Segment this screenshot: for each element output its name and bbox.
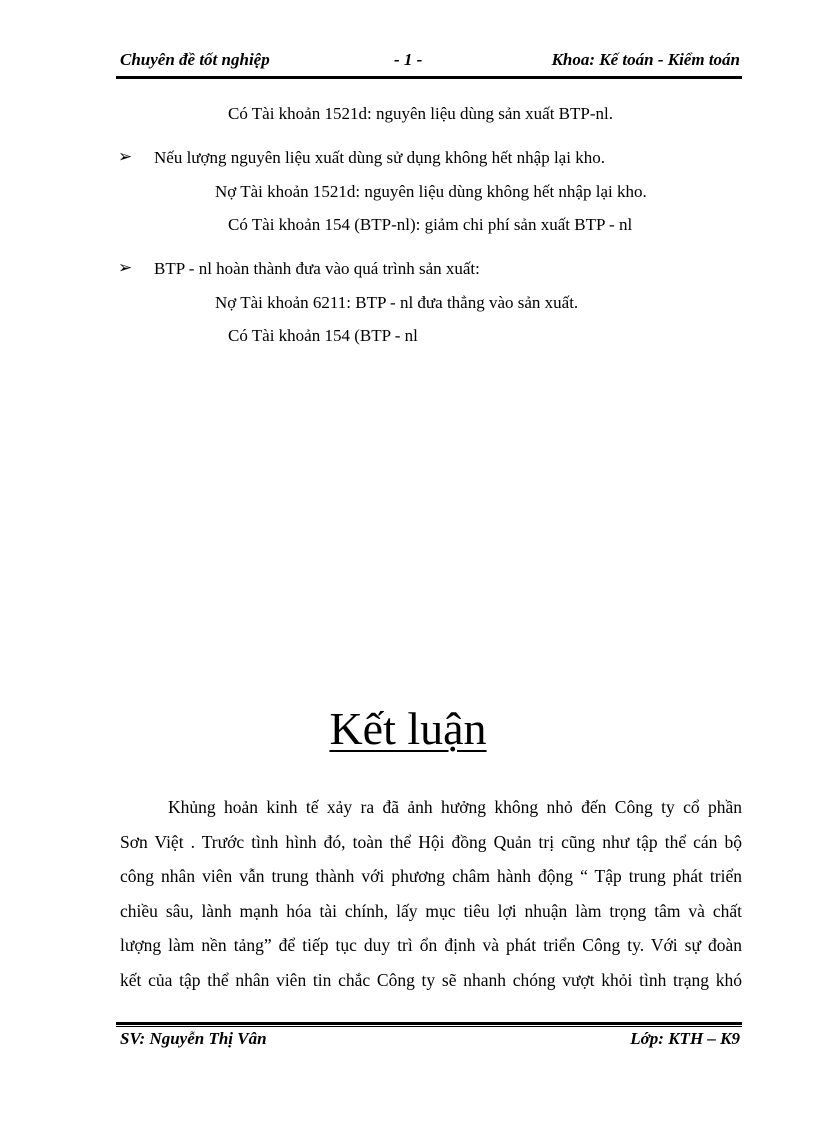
text-line-7: Có Tài khoản 154 (BTP - nl bbox=[228, 326, 418, 345]
text-line-1: Có Tài khoản 1521d: nguyên liệu dùng sản xuất BTP-nl. bbox=[228, 104, 613, 123]
text-line-6: Nợ Tài khoản 6211: BTP - nl đưa thẳng vào sản xuất. bbox=[215, 293, 579, 312]
paragraph-line: lượng làm nền tảng” để tiếp tục duy trì ổn định và phát triển Công ty. Với sự đoàn bbox=[120, 935, 742, 955]
paragraph-line: công nhân viên vẫn trung thành với phương châm hành động “ Tập trung phát triển bbox=[120, 866, 742, 886]
paragraph-line: Khủng hoản kinh tế xảy ra đã ảnh hưởng không nhỏ đến Công ty cổ phần bbox=[168, 797, 742, 817]
paragraph-line: kết của tập thể nhân viên tin chắc Công ty sẽ nhanh chóng vượt khỏi tình trạng khó bbox=[120, 969, 742, 990]
footer-class: Lớp: KTH – K9 bbox=[630, 1029, 740, 1048]
text-line-2: Nếu lượng nguyên liệu xuất dùng sử dụng không hết nhập lại kho. bbox=[154, 148, 605, 167]
footer-student: SV: Nguyễn Thị Vân bbox=[120, 1029, 267, 1048]
footer-rule-thin bbox=[116, 1026, 742, 1027]
conclusion-paragraph bbox=[120, 790, 742, 997]
text-line-4: Có Tài khoản 154 (BTP-nl): giảm chi phí sản xuất BTP - nl bbox=[228, 215, 633, 234]
header-left: Chuyên đề tốt nghiệp bbox=[120, 50, 270, 69]
text-line-5: BTP - nl hoàn thành đưa vào quá trình sản xuất: bbox=[154, 259, 480, 278]
bullet-arrow-icon: ➢ bbox=[118, 258, 133, 277]
page-header bbox=[120, 50, 740, 74]
paragraph-line: Sơn Việt . Trước tình hình đó, toàn thể Hội đồng Quản trị cũng như tập thể cán bộ bbox=[120, 831, 742, 852]
bullet-arrow-icon: ➢ bbox=[118, 147, 133, 166]
page-number: - 1 - bbox=[394, 50, 423, 69]
header-rule bbox=[116, 76, 742, 79]
footer-rule bbox=[116, 1022, 742, 1025]
text-line-3: Nợ Tài khoản 1521d: nguyên liệu dùng không hết nhập lại kho. bbox=[215, 182, 647, 201]
header-right: Khoa: Kế toán - Kiểm toán bbox=[551, 50, 740, 69]
paragraph-line: chiều sâu, lành mạnh hóa tài chính, lấy mục tiêu lợi nhuận làm trọng tâm và chất bbox=[120, 900, 742, 921]
page-footer bbox=[120, 1029, 740, 1053]
conclusion-title: Kết luận bbox=[329, 703, 487, 754]
